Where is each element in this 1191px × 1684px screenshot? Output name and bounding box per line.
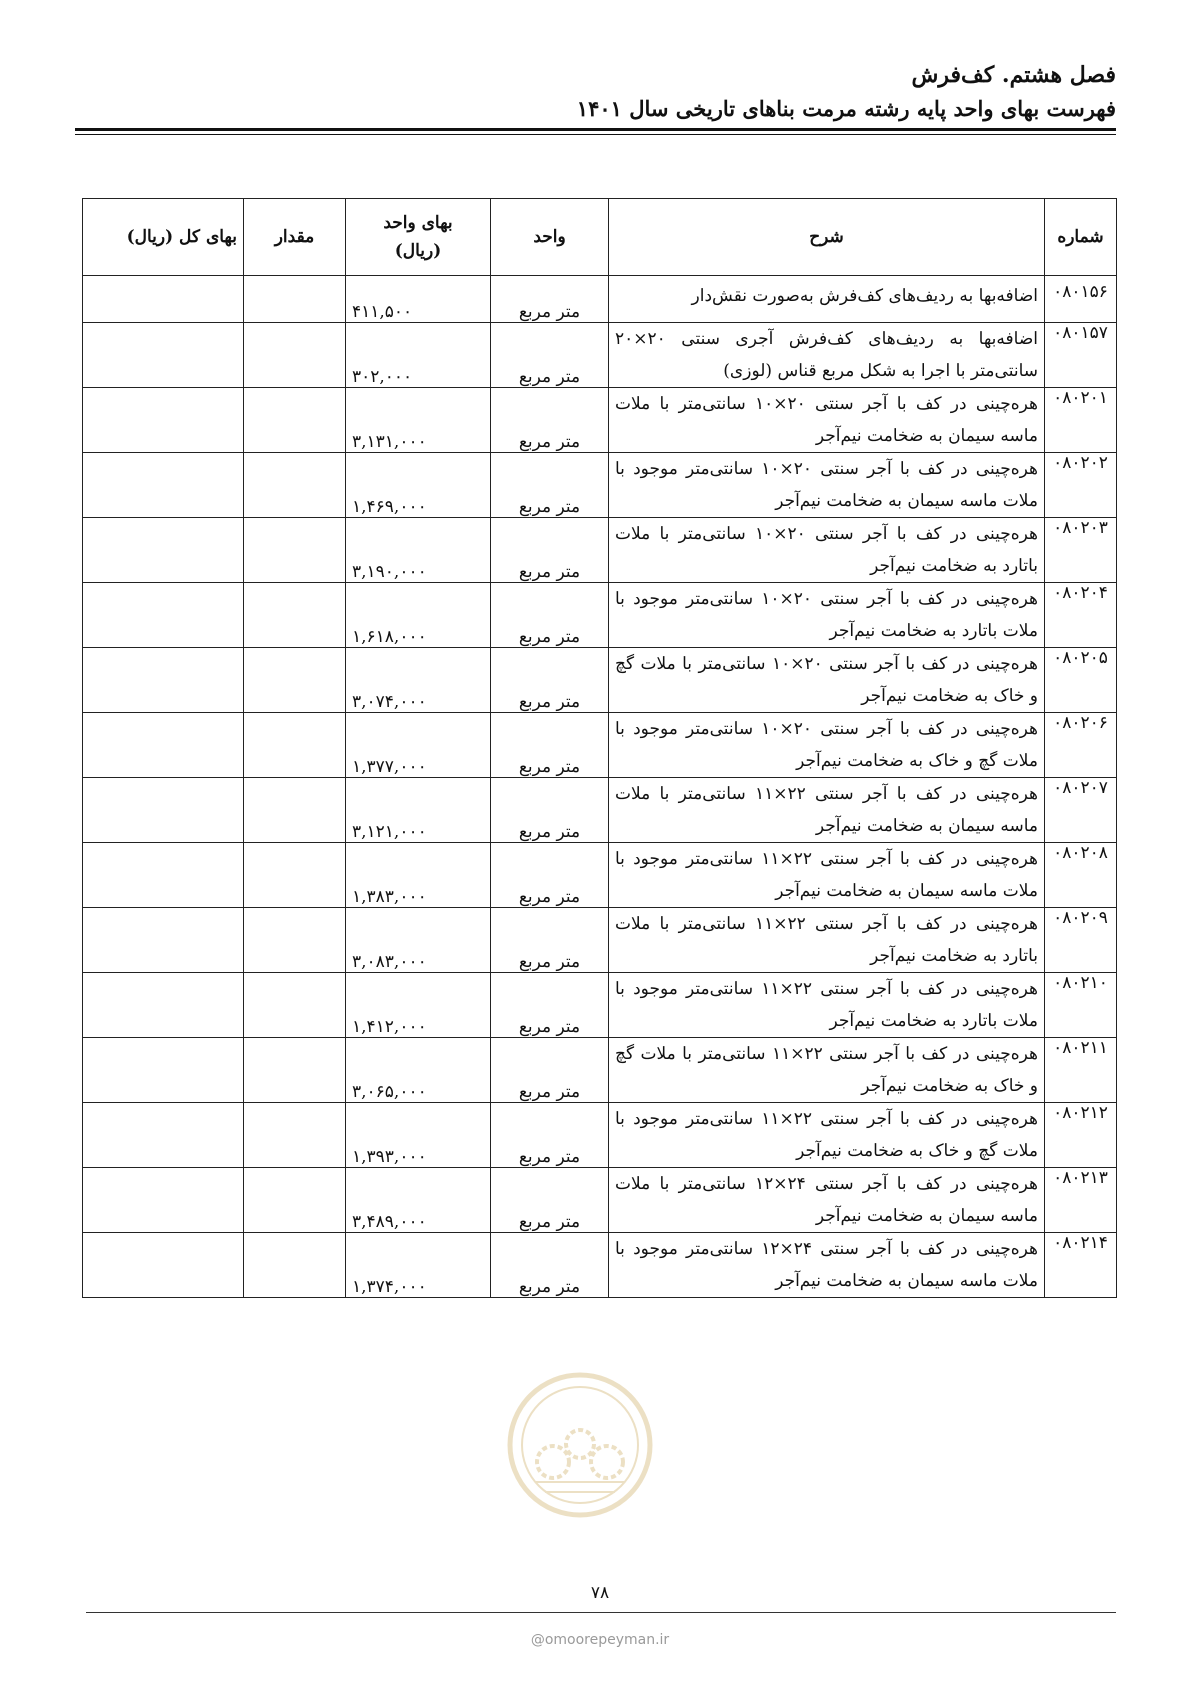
column-header-unit: واحد (491, 199, 609, 276)
item-unit: متر مربع (491, 453, 609, 518)
item-unit-price: ۳,۱۹۰,۰۰۰ (346, 518, 491, 583)
table-row (83, 843, 1117, 908)
item-quantity-cell (244, 1103, 346, 1168)
item-quantity-cell (244, 1233, 346, 1298)
item-quantity-cell (244, 843, 346, 908)
item-total-cell (83, 1038, 244, 1103)
item-description: هره‌چینی در کف با آجر سنتی ۲۰×۱۰ سانتی‌متر با ملات باتارد به ضخامت نیم‌آجر (609, 518, 1045, 583)
item-total-cell (83, 778, 244, 843)
item-total-cell (83, 908, 244, 973)
item-quantity-cell (244, 908, 346, 973)
item-total-cell (83, 648, 244, 713)
item-unit-price: ۳,۱۲۱,۰۰۰ (346, 778, 491, 843)
item-quantity-cell (244, 1168, 346, 1233)
table-row (83, 453, 1117, 518)
document-subtitle: فهرست بهای واحد پایه رشته مرمت بناهای تاریخی سال ۱۴۰۱ (576, 96, 1116, 121)
item-total-cell (83, 276, 244, 323)
item-code: ۰۸۰۲۰۲ (1045, 453, 1117, 518)
item-quantity-cell (244, 453, 346, 518)
item-description: هره‌چینی در کف با آجر سنتی ۲۲×۱۱ سانتی‌متر موجود با ملات گچ و خاک به ضخامت نیم‌آجر (609, 1103, 1045, 1168)
item-description: هره‌چینی در کف با آجر سنتی ۲۴×۱۲ سانتی‌متر موجود با ملات ماسه سیمان به ضخامت نیم‌آجر (609, 1233, 1045, 1298)
item-quantity-cell (244, 778, 346, 843)
table-row (83, 388, 1117, 453)
item-unit-price: ۱,۴۱۲,۰۰۰ (346, 973, 491, 1038)
item-total-cell (83, 388, 244, 453)
table-row (83, 1168, 1117, 1233)
table-row (83, 778, 1117, 843)
item-unit: متر مربع (491, 1168, 609, 1233)
item-code: ۰۸۰۲۰۶ (1045, 713, 1117, 778)
item-code: ۰۸۰۲۱۱ (1045, 1038, 1117, 1103)
item-quantity-cell (244, 973, 346, 1038)
item-unit: متر مربع (491, 778, 609, 843)
table-body (83, 276, 1117, 1298)
item-description: هره‌چینی در کف با آجر سنتی ۲۲×۱۱ سانتی‌متر با ملات ماسه سیمان به ضخامت نیم‌آجر (609, 778, 1045, 843)
table-row (83, 713, 1117, 778)
item-total-cell (83, 1168, 244, 1233)
item-description: هره‌چینی در کف با آجر سنتی ۲۲×۱۱ سانتی‌متر موجود با ملات باتارد به ضخامت نیم‌آجر (609, 973, 1045, 1038)
column-header-description: شرح (609, 199, 1045, 276)
item-unit-price: ۳,۰۸۳,۰۰۰ (346, 908, 491, 973)
item-unit-price: ۱,۴۶۹,۰۰۰ (346, 453, 491, 518)
table-header-row (83, 199, 1117, 276)
table-row (83, 518, 1117, 583)
table-row (83, 276, 1117, 323)
item-unit-price: ۳,۱۳۱,۰۰۰ (346, 388, 491, 453)
item-unit-price: ۳,۰۷۴,۰۰۰ (346, 648, 491, 713)
item-total-cell (83, 1233, 244, 1298)
item-unit: متر مربع (491, 1103, 609, 1168)
item-total-cell (83, 843, 244, 908)
item-total-cell (83, 713, 244, 778)
item-unit: متر مربع (491, 908, 609, 973)
item-description: اضافه‌بها به ردیف‌های کف‌فرش به‌صورت نقش‌دار (609, 276, 1045, 323)
item-unit-price: ۱,۳۷۴,۰۰۰ (346, 1233, 491, 1298)
item-code: ۰۸۰۱۵۶ (1045, 276, 1117, 323)
item-description: هره‌چینی در کف با آجر سنتی ۲۲×۱۱ سانتی‌متر موجود با ملات ماسه سیمان به ضخامت نیم‌آجر (609, 843, 1045, 908)
item-unit: متر مربع (491, 843, 609, 908)
chapter-title: فصل هشتم. کف‌فرش (911, 62, 1116, 88)
table-row (83, 323, 1117, 388)
item-code: ۰۸۰۲۱۴ (1045, 1233, 1117, 1298)
watermark-seal (505, 1370, 655, 1520)
item-quantity-cell (244, 388, 346, 453)
item-unit-price: ۱,۶۱۸,۰۰۰ (346, 583, 491, 648)
table-row (83, 1038, 1117, 1103)
item-code: ۰۸۰۲۰۳ (1045, 518, 1117, 583)
item-quantity-cell (244, 276, 346, 323)
item-unit: متر مربع (491, 518, 609, 583)
item-description: هره‌چینی در کف با آجر سنتی ۲۰×۱۰ سانتی‌متر با ملات گچ و خاک به ضخامت نیم‌آجر (609, 648, 1045, 713)
table-row (83, 1103, 1117, 1168)
item-total-cell (83, 583, 244, 648)
item-code: ۰۸۰۲۰۹ (1045, 908, 1117, 973)
column-header-quantity: مقدار (244, 199, 346, 276)
column-header-unit-price (346, 199, 491, 276)
item-unit-price: ۳,۴۸۹,۰۰۰ (346, 1168, 491, 1233)
item-code: ۰۸۰۲۱۰ (1045, 973, 1117, 1038)
item-unit: متر مربع (491, 973, 609, 1038)
column-header-total: بهای کل (ریال) (83, 199, 244, 276)
item-unit: متر مربع (491, 713, 609, 778)
item-unit-price: ۳۰۲,۰۰۰ (346, 323, 491, 388)
item-code: ۰۸۰۱۵۷ (1045, 323, 1117, 388)
item-description: هره‌چینی در کف با آجر سنتی ۲۲×۱۱ سانتی‌متر با ملات باتارد به ضخامت نیم‌آجر (609, 908, 1045, 973)
item-description: اضافه‌بها به ردیف‌های کف‌فرش آجری سنتی ۲۰×۲۰ سانتی‌متر با اجرا به شکل مربع قناس (لوزی) (609, 323, 1045, 388)
item-code: ۰۸۰۲۰۴ (1045, 583, 1117, 648)
item-quantity-cell (244, 1038, 346, 1103)
item-unit: متر مربع (491, 583, 609, 648)
item-unit-price: ۱,۳۸۳,۰۰۰ (346, 843, 491, 908)
unit-price-currency: (ریال) (394, 241, 442, 261)
item-code: ۰۸۰۲۱۲ (1045, 1103, 1117, 1168)
item-unit: متر مربع (491, 1233, 609, 1298)
item-description: هره‌چینی در کف با آجر سنتی ۲۴×۱۲ سانتی‌متر با ملات ماسه سیمان به ضخامت نیم‌آجر (609, 1168, 1045, 1233)
header-rule-thick (75, 128, 1116, 131)
item-code: ۰۸۰۲۰۵ (1045, 648, 1117, 713)
item-total-cell (83, 973, 244, 1038)
unit-price-label: بهای واحد (383, 213, 453, 233)
item-description: هره‌چینی در کف با آجر سنتی ۲۲×۱۱ سانتی‌متر با ملات گچ و خاک به ضخامت نیم‌آجر (609, 1038, 1045, 1103)
price-list-table (82, 198, 1117, 1298)
item-unit-price: ۳,۰۶۵,۰۰۰ (346, 1038, 491, 1103)
page-number: ۷۸ (590, 1583, 610, 1603)
item-unit: متر مربع (491, 1038, 609, 1103)
item-total-cell (83, 323, 244, 388)
header-rule-thin (75, 134, 1116, 135)
footer-rule (86, 1612, 1116, 1613)
item-code: ۰۸۰۲۱۳ (1045, 1168, 1117, 1233)
item-description: هره‌چینی در کف با آجر سنتی ۲۰×۱۰ سانتی‌متر با ملات ماسه سیمان به ضخامت نیم‌آجر (609, 388, 1045, 453)
item-unit: متر مربع (491, 648, 609, 713)
item-unit-price: ۱,۳۷۷,۰۰۰ (346, 713, 491, 778)
table-row (83, 583, 1117, 648)
page-header (577, 58, 1116, 126)
item-total-cell (83, 518, 244, 583)
item-quantity-cell (244, 583, 346, 648)
item-quantity-cell (244, 518, 346, 583)
item-quantity-cell (244, 713, 346, 778)
item-quantity-cell (244, 648, 346, 713)
table-row (83, 648, 1117, 713)
item-description: هره‌چینی در کف با آجر سنتی ۲۰×۱۰ سانتی‌متر موجود با ملات گچ و خاک به ضخامت نیم‌آجر (609, 713, 1045, 778)
item-total-cell (83, 453, 244, 518)
table-row (83, 973, 1117, 1038)
table-row (83, 908, 1117, 973)
item-code: ۰۸۰۲۰۸ (1045, 843, 1117, 908)
column-header-code: شماره (1045, 199, 1117, 276)
table-row (83, 1233, 1117, 1298)
item-unit: متر مربع (491, 323, 609, 388)
item-unit-price: ۴۱۱,۵۰۰ (346, 276, 491, 323)
item-code: ۰۸۰۲۰۷ (1045, 778, 1117, 843)
item-description: هره‌چینی در کف با آجر سنتی ۲۰×۱۰ سانتی‌متر موجود با ملات ماسه سیمان به ضخامت نیم‌آجر (609, 453, 1045, 518)
item-unit: متر مربع (491, 388, 609, 453)
website-watermark: @omoorepeyman.ir (530, 1632, 670, 1648)
item-unit-price: ۱,۳۹۳,۰۰۰ (346, 1103, 491, 1168)
item-unit: متر مربع (491, 276, 609, 323)
item-quantity-cell (244, 323, 346, 388)
item-code: ۰۸۰۲۰۱ (1045, 388, 1117, 453)
item-description: هره‌چینی در کف با آجر سنتی ۲۰×۱۰ سانتی‌متر موجود با ملات باتارد به ضخامت نیم‌آجر (609, 583, 1045, 648)
item-total-cell (83, 1103, 244, 1168)
